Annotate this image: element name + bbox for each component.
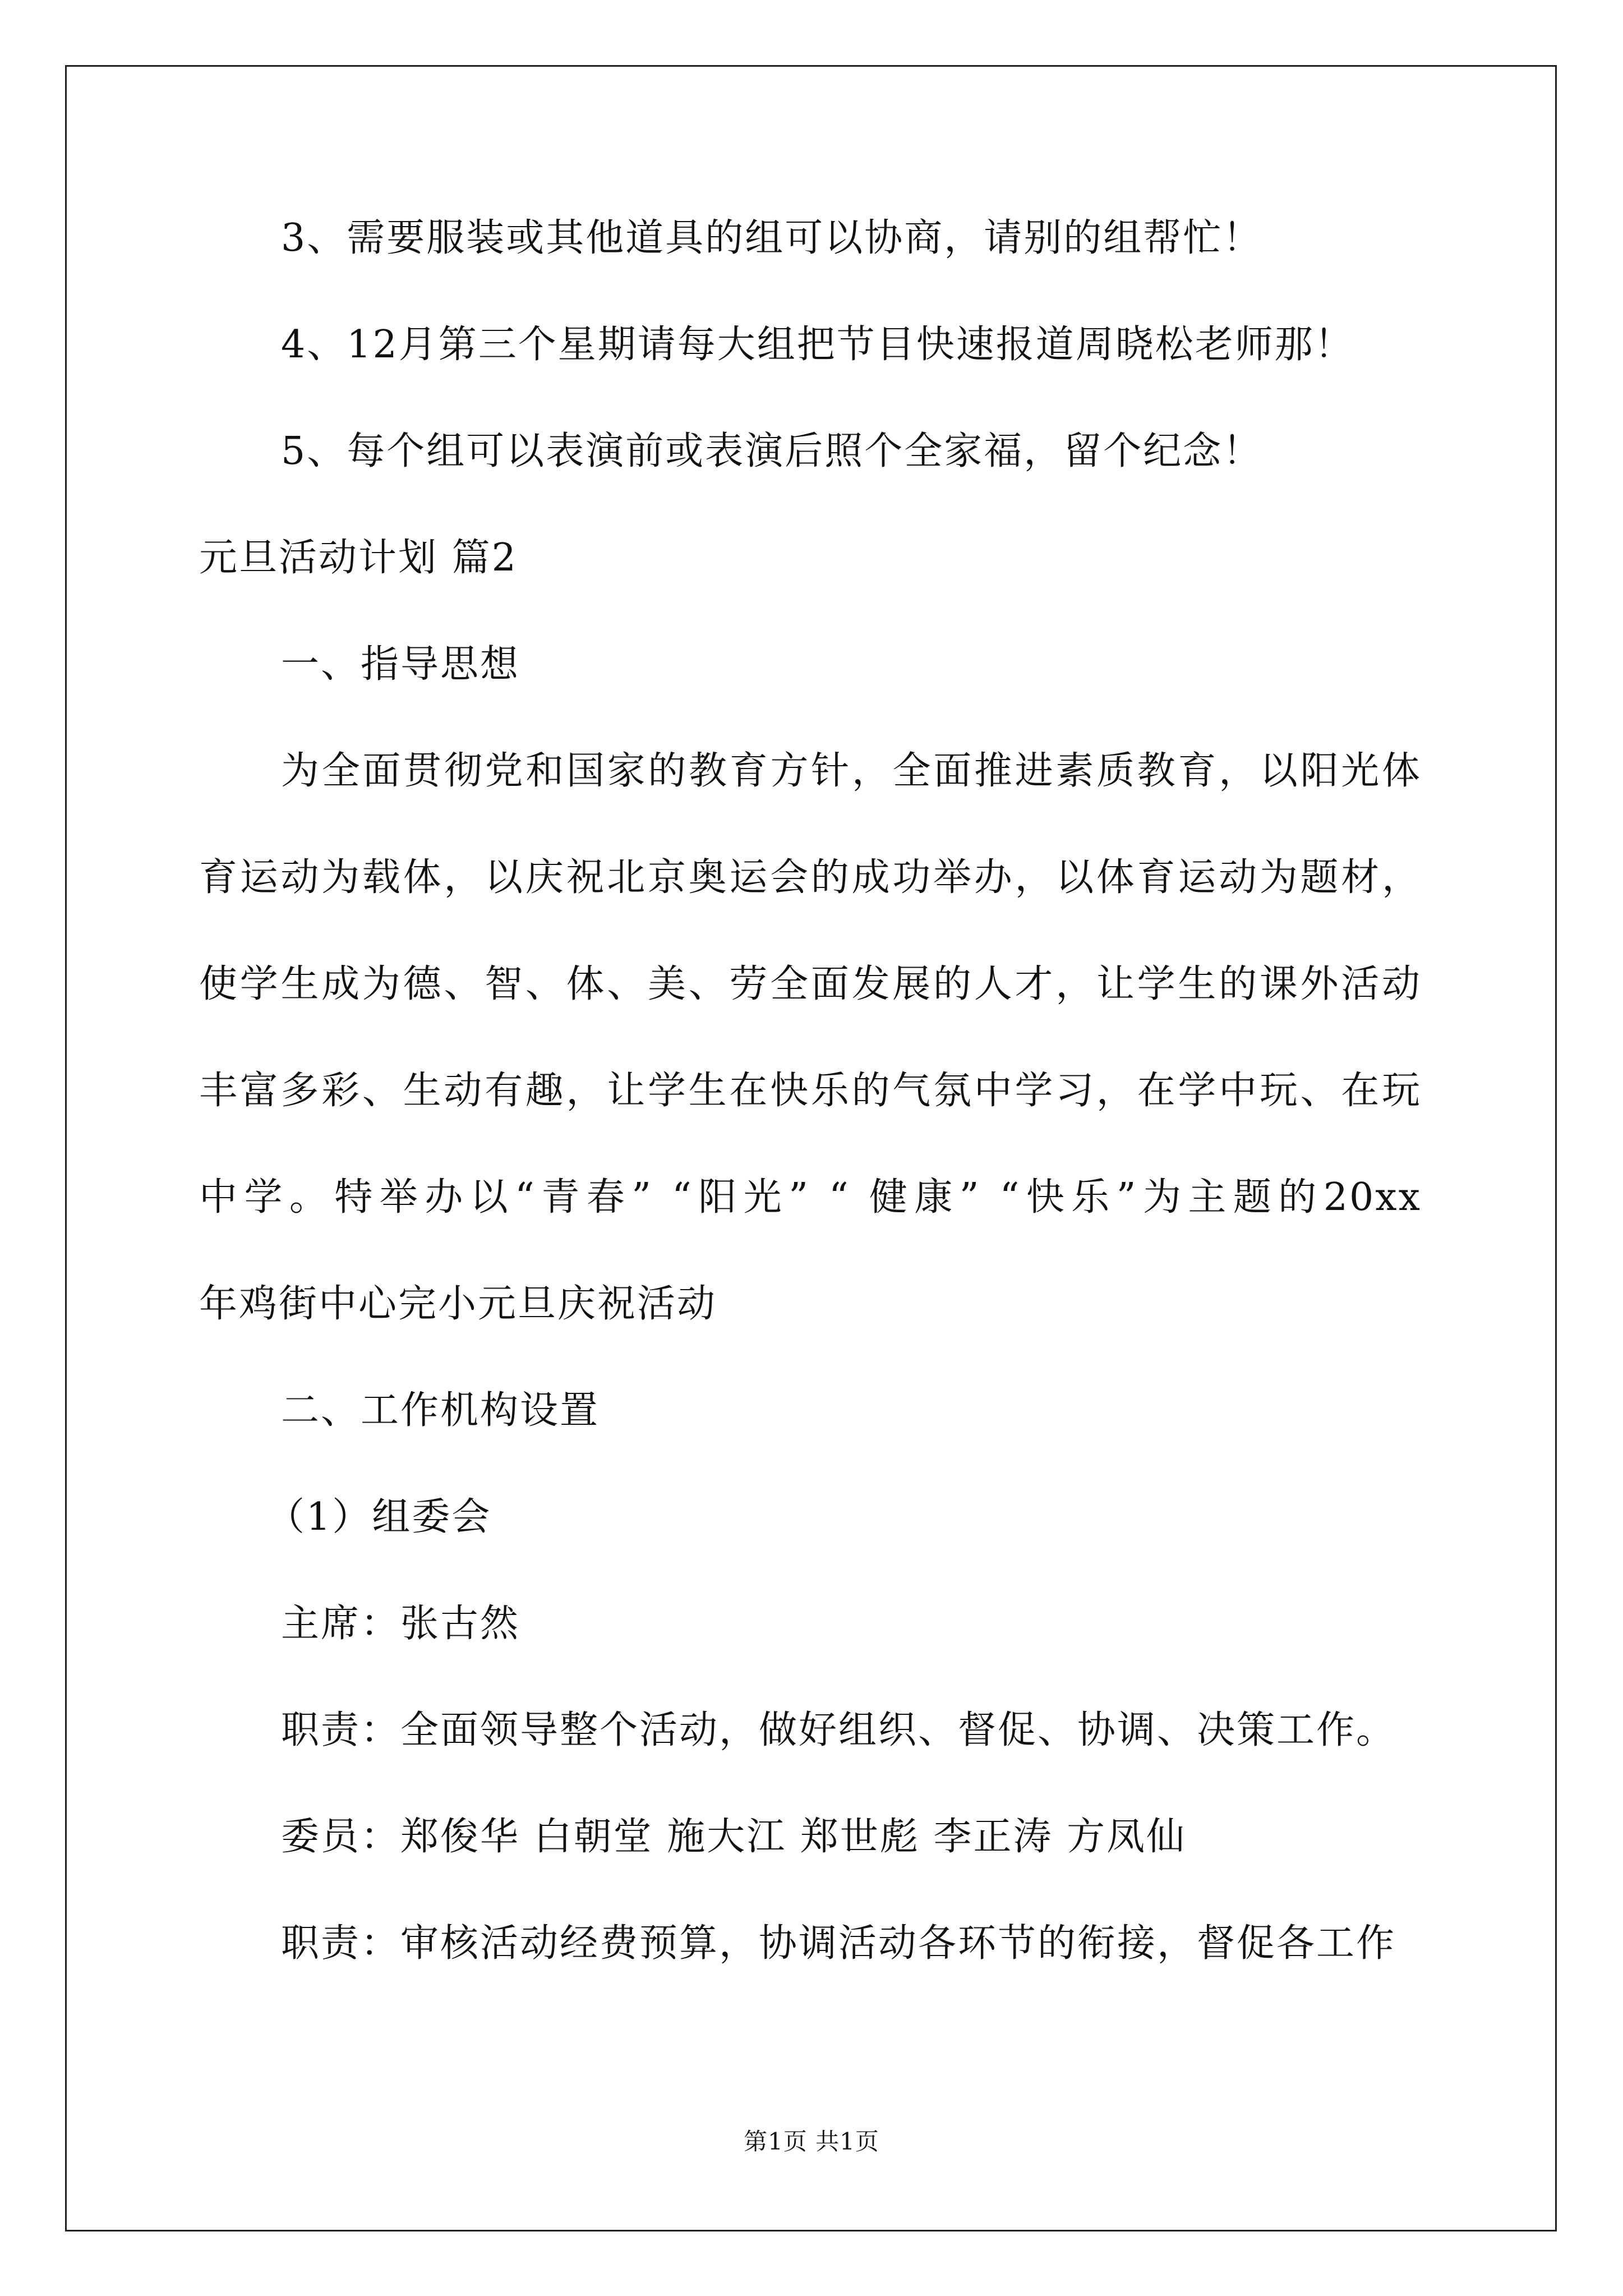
paragraph-line: 丰富多彩、生动有趣，让学生在快乐的气氛中学习，在学中玩、在玩 xyxy=(199,1069,1422,1113)
duty-line: 职责：全面领导整个活动，做好组织、督促、协调、决策工作。 xyxy=(281,1708,1396,1752)
paragraph-line: 为全面贯彻党和国家的教育方针，全面推进素质教育，以阳光体 xyxy=(281,749,1422,793)
page-footer: 第1页 共1页 xyxy=(744,2128,879,2155)
paragraph-item-3: 3、需要服装或其他道具的组可以协商，请别的组帮忙！ xyxy=(281,216,1263,260)
subheading-organization: 二、工作机构设置 xyxy=(281,1388,600,1433)
subheading-committee: （1）组委会 xyxy=(266,1495,492,1539)
members-line: 委员：郑俊华 白朝堂 施大江 郑世彪 李正涛 方凤仙 xyxy=(281,1815,1187,1859)
duty-line: 职责：审核活动经费预算，协调活动各环节的衔接，督促各工作 xyxy=(281,1921,1396,1966)
page-border xyxy=(65,65,1557,2231)
paragraph-line: 年鸡街中心完小元旦庆祝活动 xyxy=(199,1282,717,1326)
chairman-line: 主席：张古然 xyxy=(281,1602,520,1646)
paragraph-item-5: 5、每个组可以表演前或表演后照个全家福，留个纪念！ xyxy=(281,429,1263,473)
paragraph-line: 育运动为载体，以庆祝北京奥运会的成功举办，以体育运动为题材， xyxy=(199,855,1422,900)
subheading-guiding-ideology: 一、指导思想 xyxy=(281,642,520,687)
paragraph-line: 使学生成为德、智、体、美、劳全面发展的人才，让学生的课外活动 xyxy=(199,962,1422,1006)
section-heading: 元旦活动计划 篇2 xyxy=(199,536,518,580)
paragraph-line: 中学。特举办以“青春” “阳光” “ 健康” “快乐”为主题的20xx xyxy=(199,1175,1422,1220)
paragraph-item-4: 4、12月第三个星期请每大组把节目快速报道周晓松老师那！ xyxy=(281,323,1354,367)
